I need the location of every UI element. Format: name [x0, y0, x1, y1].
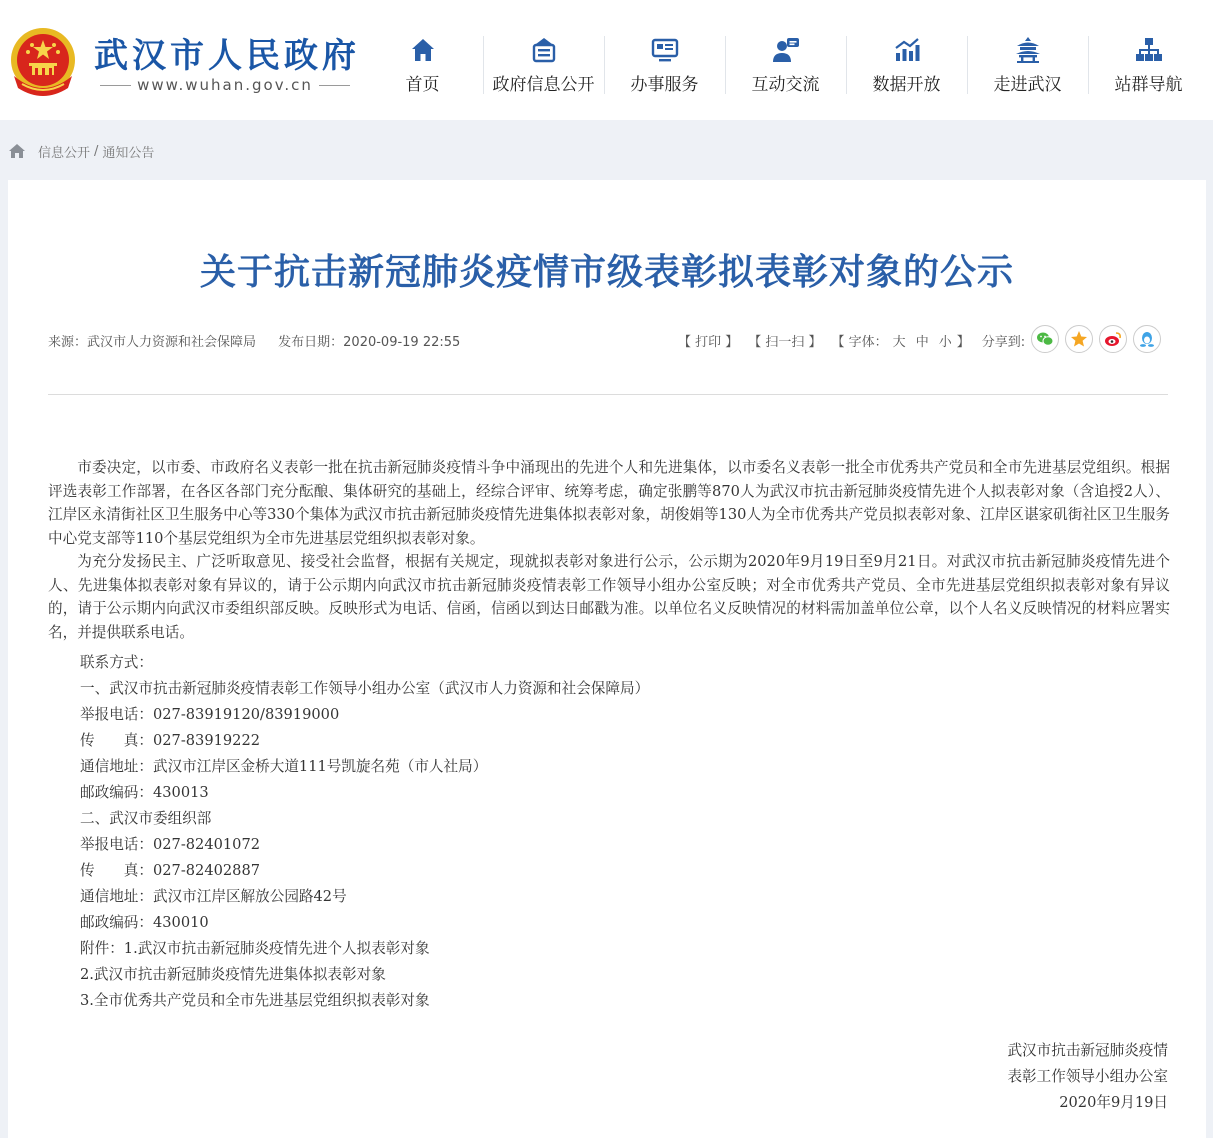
contact-info	[80, 650, 980, 1014]
sitemap-icon	[1135, 36, 1163, 64]
weibo-icon	[1104, 330, 1122, 348]
meta-divider	[48, 394, 1168, 395]
contact-line: 传 真：027-82402887	[80, 862, 261, 879]
share-wechat-button[interactable]	[1031, 325, 1059, 353]
chat-user-icon	[772, 36, 800, 64]
signature-date: 2020年9月19日	[1059, 1094, 1168, 1111]
article-paragraph: 市委决定，以市委、市政府名义表彰一批在抗击新冠肺炎疫情斗争中涌现出的先进个人和先进集体，以市委名义表彰一批全市优秀共产党员和全市先进基层党组织。根据评选表彰工作部署，在各区各部门充分酝酿、集体研究的基础上，经综合评审、统筹考虑，确定张鹏等870人为武汉市抗击新冠肺炎疫情先进个人拟表彰对象（含追授2人）、江岸区永清街社区卫生服务中心等330个集体为武汉市抗击新冠肺炎疫情先进集体拟表彰对象，胡俊娟等130人为全市优秀共产党员拟表彰对象、江岸区谌家矶街社区卫生服务中心党支部等110个基层党组织为全市先进基层党组织拟表彰对象。	[48, 459, 1170, 547]
font-size-close-bracket: 】	[956, 335, 970, 350]
contact-line: 联系方式：	[80, 654, 153, 671]
article-panel	[8, 180, 1206, 1138]
nav-item-home[interactable]	[362, 32, 483, 98]
nav-item-about-wuhan[interactable]	[967, 32, 1088, 98]
breadcrumb-item-info-disclosure[interactable]: 信息公开	[38, 145, 91, 161]
site-url-text: www.wuhan.gov.cn	[137, 76, 313, 94]
nav-item-open-data[interactable]	[846, 32, 967, 98]
attachment-link[interactable]: 附件：1.武汉市抗击新冠肺炎疫情先进个人拟表彰对象	[80, 940, 430, 957]
article-paragraph: 为充分发扬民主、广泛听取意见、接受社会监督，根据有关规定，现就拟表彰对象进行公示，公示期为2020年9月19日至9月21日。对武汉市抗击新冠肺炎疫情先进个人、先进集体拟表彰对象有异议的，请于公示期内向武汉市抗击新冠肺炎疫情表彰工作领导小组办公室反映；对全市优秀共产党员、全市先进基层党组织拟表彰对象有异议的，请于公示期内向武汉市委组织部反映。反映形式为电话、信函，信函以到达日邮戳为准。以单位名义反映情况的材料需加盖单位公章，以个人名义反映情况的材料应署实名，并提供联系电话。	[48, 553, 1170, 641]
signature-block	[1007, 1038, 1168, 1116]
nav-label: 政府信息公开	[492, 75, 595, 95]
nav-label: 站群导航	[1114, 75, 1183, 95]
breadcrumb-separator: /	[94, 143, 99, 159]
site-header	[0, 0, 1213, 120]
url-divider-left	[100, 85, 131, 86]
penguin-icon	[1138, 330, 1156, 348]
contact-line: 通信地址：武汉市江岸区解放公园路42号	[80, 888, 347, 905]
breadcrumb	[8, 140, 154, 162]
share-qq-button[interactable]	[1133, 325, 1161, 353]
scan-qr-button[interactable]: 【 扫一扫 】	[748, 335, 822, 350]
national-emblem-icon[interactable]	[8, 26, 78, 100]
site-url	[100, 76, 350, 94]
wechat-icon	[1036, 330, 1054, 348]
contact-line: 邮政编码：430010	[80, 914, 209, 931]
contact-line: 邮政编码：430013	[80, 784, 209, 801]
attachment-link[interactable]: 2.武汉市抗击新冠肺炎疫情先进集体拟表彰对象	[80, 966, 386, 983]
star-icon	[1070, 330, 1088, 348]
contact-line: 传 真：027-83919222	[80, 732, 261, 749]
url-divider-right	[319, 85, 350, 86]
breadcrumb-item-notices[interactable]: 通知公告	[102, 145, 155, 161]
site-title[interactable]: 武汉市人民政府	[94, 36, 360, 76]
font-size-small-button[interactable]: 小	[938, 335, 952, 350]
contact-line: 二、武汉市委组织部	[80, 810, 212, 827]
share-buttons	[1031, 325, 1161, 353]
chart-growth-icon	[893, 36, 921, 64]
font-size-large-button[interactable]: 大	[892, 335, 906, 350]
main-nav	[362, 32, 1209, 102]
pavilion-icon	[1014, 36, 1042, 64]
home-icon[interactable]	[8, 143, 26, 159]
nav-label: 走进武汉	[993, 75, 1062, 95]
signature-line: 表彰工作领导小组办公室	[1007, 1068, 1168, 1085]
signature-line: 武汉市抗击新冠肺炎疫情	[1007, 1042, 1168, 1059]
font-size-medium-button[interactable]: 中	[915, 335, 929, 350]
nav-item-services[interactable]	[604, 32, 725, 98]
print-button[interactable]: 【 打印 】	[678, 335, 739, 350]
attachment-link[interactable]: 3.全市优秀共产党员和全市先进基层党组织拟表彰对象	[80, 992, 430, 1009]
home-icon	[409, 36, 437, 64]
article-publish-date: 发布日期：2020-09-19 22:55	[278, 335, 461, 350]
nav-label: 办事服务	[630, 75, 699, 95]
share-label: 分享到:	[981, 335, 1026, 350]
contact-line: 一、武汉市抗击新冠肺炎疫情表彰工作领导小组办公室（武汉市人力资源和社会保障局）	[80, 680, 650, 697]
article-source: 来源：武汉市人力资源和社会保障局	[48, 335, 257, 350]
contact-line: 通信地址：武汉市江岸区金桥大道111号凯旋名苑（市人社局）	[80, 758, 488, 775]
article-body	[48, 456, 1170, 644]
article-tools	[678, 331, 1033, 350]
service-monitor-icon	[651, 36, 679, 64]
nav-label: 数据开放	[872, 75, 941, 95]
contact-line: 举报电话：027-83919120/83919000	[80, 706, 340, 723]
share-qzone-button[interactable]	[1065, 325, 1093, 353]
article-title: 关于抗击新冠肺炎疫情市级表彰拟表彰对象的公示	[199, 252, 1014, 293]
nav-item-site-nav[interactable]	[1088, 32, 1209, 98]
contact-line: 举报电话：027-82401072	[80, 836, 261, 853]
nav-item-interaction[interactable]	[725, 32, 846, 98]
nav-item-gov-info[interactable]	[483, 32, 604, 98]
government-building-icon	[530, 36, 558, 64]
nav-label: 首页	[405, 75, 440, 95]
article-meta	[48, 331, 478, 350]
nav-label: 互动交流	[751, 75, 820, 95]
font-size-label: 【 字体：	[831, 335, 888, 350]
share-weibo-button[interactable]	[1099, 325, 1127, 353]
